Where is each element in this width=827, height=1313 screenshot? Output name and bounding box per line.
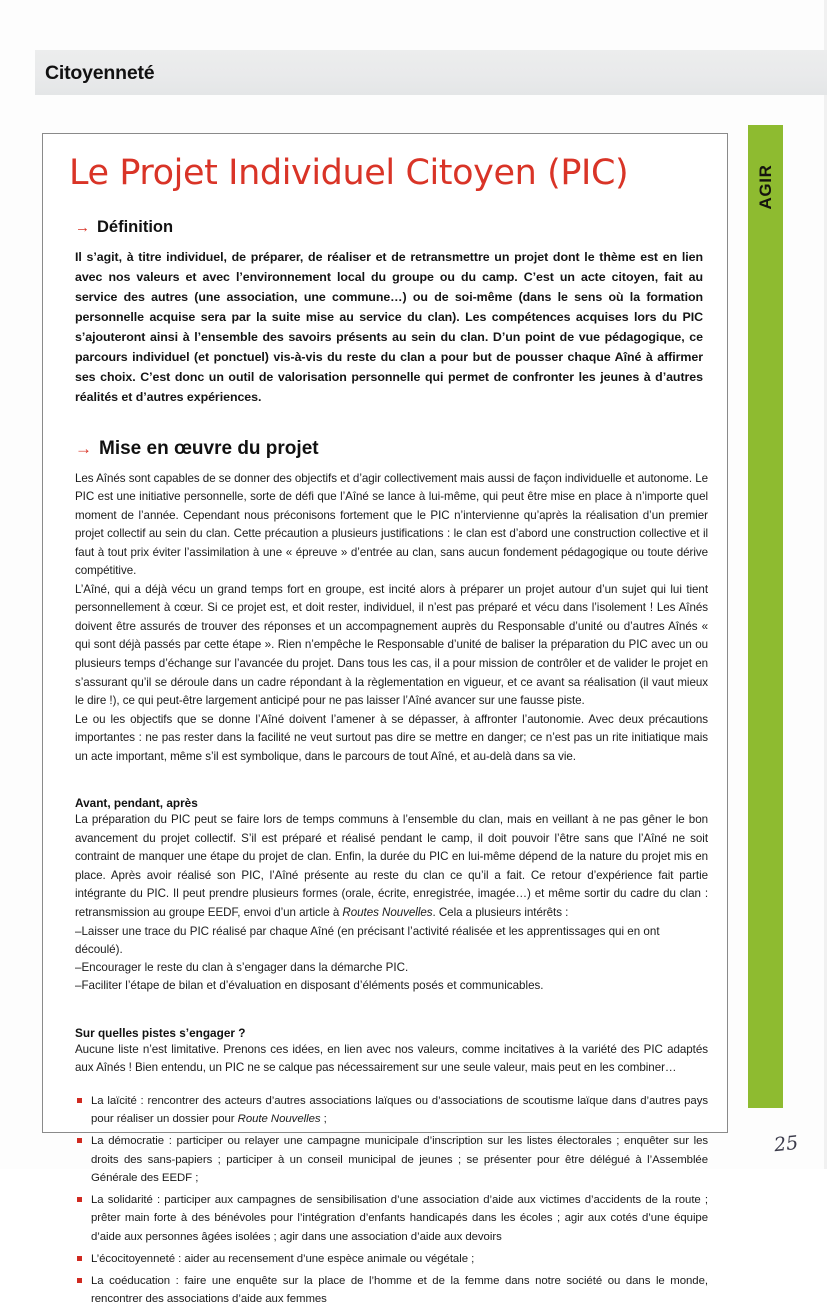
italic-reference: Routes Nouvelles bbox=[342, 905, 433, 919]
heading-pistes: Sur quelles pistes s’engager ? bbox=[75, 1025, 246, 1040]
square-bullet-icon bbox=[77, 1256, 82, 1261]
square-bullet-icon bbox=[77, 1197, 82, 1202]
pistes-intro: Aucune liste n’est limitative. Prenons ces idées, en lien avec nos valeurs, comme incitatives à la variété des PIC adaptés aux Aînés ! Bien entendu, un PIC ne se calque pas nécessairement sur une seule valeur, mais peut en les combiner… bbox=[75, 1042, 708, 1075]
paragraph-part-1: La préparation du PIC peut se faire lors de temps communs à l’ensemble du clan, mais en veillant à ne pas gêner le bon avancement du projet collectif. S’il est préparé et réalisé pendant le camp, il doit pouvoir l’être sans que l’Aîné ne soit contraint de manquer une étape du projet de clan. Enfin, la durée du PIC en lui-même dépend de la nature du projet mis en place. Après avoir réalisé son PIC, l’Aîné présente au reste du clan ce qu’il a fait. Ce retour d’expérience fait partie intégrante du PIC. Il peut prendre plusieurs formes (orale, écrite, enregistrée, imagée…) et même sortir du cadre du clan : retransmission au groupe EEDF, envoi d’un article à bbox=[75, 813, 708, 919]
heading-definition bbox=[75, 218, 711, 237]
dash-item: –Faciliter l’étape de bilan et d’évaluation en disposant d’éléments posés et communicables. bbox=[75, 979, 544, 993]
content-inner bbox=[61, 134, 711, 1313]
page-title: Citoyenneté bbox=[45, 62, 155, 84]
heading-definition-label: Définition bbox=[97, 217, 174, 236]
heading-mise-en-oeuvre bbox=[75, 438, 711, 460]
arrow-icon: → bbox=[75, 218, 90, 236]
list-item-text: L’écocitoyenneté : aider au recensement d’une espèce animale ou végétale ; bbox=[91, 1252, 475, 1265]
list-item-text: La solidarité : participer aux campagnes de sensibilisation d’une association d’aide aux victimes d’accidents de la route ; prêter main forte à des bénévoles pour l’intégration d’enfants handicapés dans les écoles ; agir aux cotés d’une équipe d’aide aux personnes âgées isolées ; agir dans une association d’aide aux devoirs bbox=[91, 1194, 708, 1243]
heading-avant-pendant-apres: Avant, pendant, après bbox=[75, 796, 198, 811]
content-box bbox=[42, 133, 728, 1306]
paragraph: Le ou les objectifs que se donne l’Aîné doivent l’amener à se dépasser, à affronter l’autonomie. Avec deux précautions importantes : ne pas rester dans la facilité ne veut surtout pas dire se mettre en danger; ce n’est pas un rite initiatique mais un acte important, même s’il est symbolique, dans le parcours de tout Aîné, et au-delà dans sa vie. bbox=[75, 712, 708, 763]
dash-item: –Laisser une trace du PIC réalisé par chaque Aîné (en précisant l’activité réalisée et les apprentissages qui en ont découlé). bbox=[75, 924, 660, 956]
square-bullet-icon bbox=[77, 1098, 82, 1103]
list-item bbox=[75, 1250, 708, 1268]
list-item bbox=[75, 1092, 708, 1129]
definition-text: Il s’agit, à titre individuel, de préparer, de réaliser et de retransmettre un projet dont le thème est en lien avec nos valeurs et avec l’environnement local du groupe ou du camp. C’est un acte citoyen, fait au service des autres (une association, une commune…) ou de soi-même (dans le sens où la formation personnelle acquise sera par la suite mise au service du clan). Les compétences acquises lors du PIC s’ajouteront ainsi à l’ensemble des savoirs présents au sein du clan. D’un point de vue pédagogique, ce parcours individuel (et ponctuel) vis-à-vis du reste du clan a pour but de pousser chaque Aîné à affirmer ses choix. C’est donc un outil de valorisation personnelle qui permet de confronter les jeunes à d’autres réalités et d’autres expériences. bbox=[75, 249, 703, 405]
arrow-icon: → bbox=[75, 438, 92, 458]
list-item bbox=[75, 1132, 708, 1187]
paragraph-avant-pendant-apres bbox=[75, 811, 708, 922]
heading-mise-en-oeuvre-label: Mise en œuvre du projet bbox=[99, 437, 319, 459]
handwritten-page-number: 25 bbox=[772, 1131, 800, 1157]
dash-item: –Encourager le reste du clan à s’engager dans la démarche PIC. bbox=[75, 961, 409, 975]
square-bullet-icon bbox=[77, 1138, 82, 1143]
italic-reference: Route Nouvelles bbox=[237, 1113, 321, 1126]
pistes-list bbox=[75, 1092, 708, 1309]
square-bullet-icon bbox=[77, 1278, 82, 1283]
list-item bbox=[75, 1272, 708, 1309]
side-tab-label: AGIR bbox=[755, 164, 775, 210]
paragraph: Les Aînés sont capables de se donner des objectifs et d’agir collectivement mais aussi de façon individuelle et autonome. Le PIC est une initiative personnelle, sorte de défi que l’Aîné se lance à lui-même, qui peut être mise en place à n’importe quel moment de l’année. Cependant nous préconisons fortement que le PIC n’intervienne qu’après la réalisation d’un premier projet collectif au sein du clan. Cette précaution a plusieurs justifications : le clan est d’abord une construction collective et il faut à tout prix éviter l’assimilation à une « épreuve » d’entrée au clan, sans aucun fondement pédagogique ou toute dérive compétitive. bbox=[75, 471, 708, 578]
list-item-text: La coéducation : faire une enquête sur la place de l’homme et de la femme dans notre société ou dans le monde, rencontrer des associations d’aide aux femmes bbox=[91, 1275, 708, 1306]
list-item-text-after: ; bbox=[320, 1113, 327, 1126]
document-title: Le Projet Individuel Citoyen (PIC) bbox=[69, 153, 629, 193]
list-item-text: La démocratie : participer ou relayer une campagne municipale d’inscription sur les listes électorales ; enquêter sur les droits des sans-papiers ; participer à un conseil municipal de jeunes ; se présenter pour être délégué à l’Assemblée Générale des EEDF ; bbox=[91, 1135, 708, 1184]
list-item bbox=[75, 1191, 708, 1246]
paragraph: L’Aîné, qui a déjà vécu un grand temps fort en groupe, est incité alors à préparer un projet autour d’un sujet qui lui tient personnellement à cœur. Si ce projet est, et doit rester, individuel, il n’est pas préparé et vécu dans l’isolement ! Les Aînés doivent être assurés de trouver des réponses et un accompagnement auprès du Responsable d’unité ou d’autres Aînés « qui sont déjà passés par cette étape ». Rien n’empêche le Responsable d’unité de baliser la préparation du PIC avec un ou plusieurs temps d’échange sur l’avancée du projet. Dans tous les cas, il a pour mission de contrôler et de valider le projet en s’assurant qu’il se déroule dans un cadre répondant à la règlementation en vigueur, et ce avant sa réalisation (il vaut mieux le dire !), ce qui peut-être largement anticipé pour ne pas laisser l’Aîné avancer sur une fausse piste. bbox=[75, 582, 708, 708]
side-tab-agir bbox=[748, 125, 783, 1108]
paragraph-part-2: . Cela a plusieurs intérêts : bbox=[432, 905, 569, 919]
list-item-text: La laïcité : rencontrer des acteurs d’autres associations laïques ou d’associations de scoutisme laïque dans d’autres pays pour réaliser un dossier pour bbox=[91, 1094, 708, 1126]
